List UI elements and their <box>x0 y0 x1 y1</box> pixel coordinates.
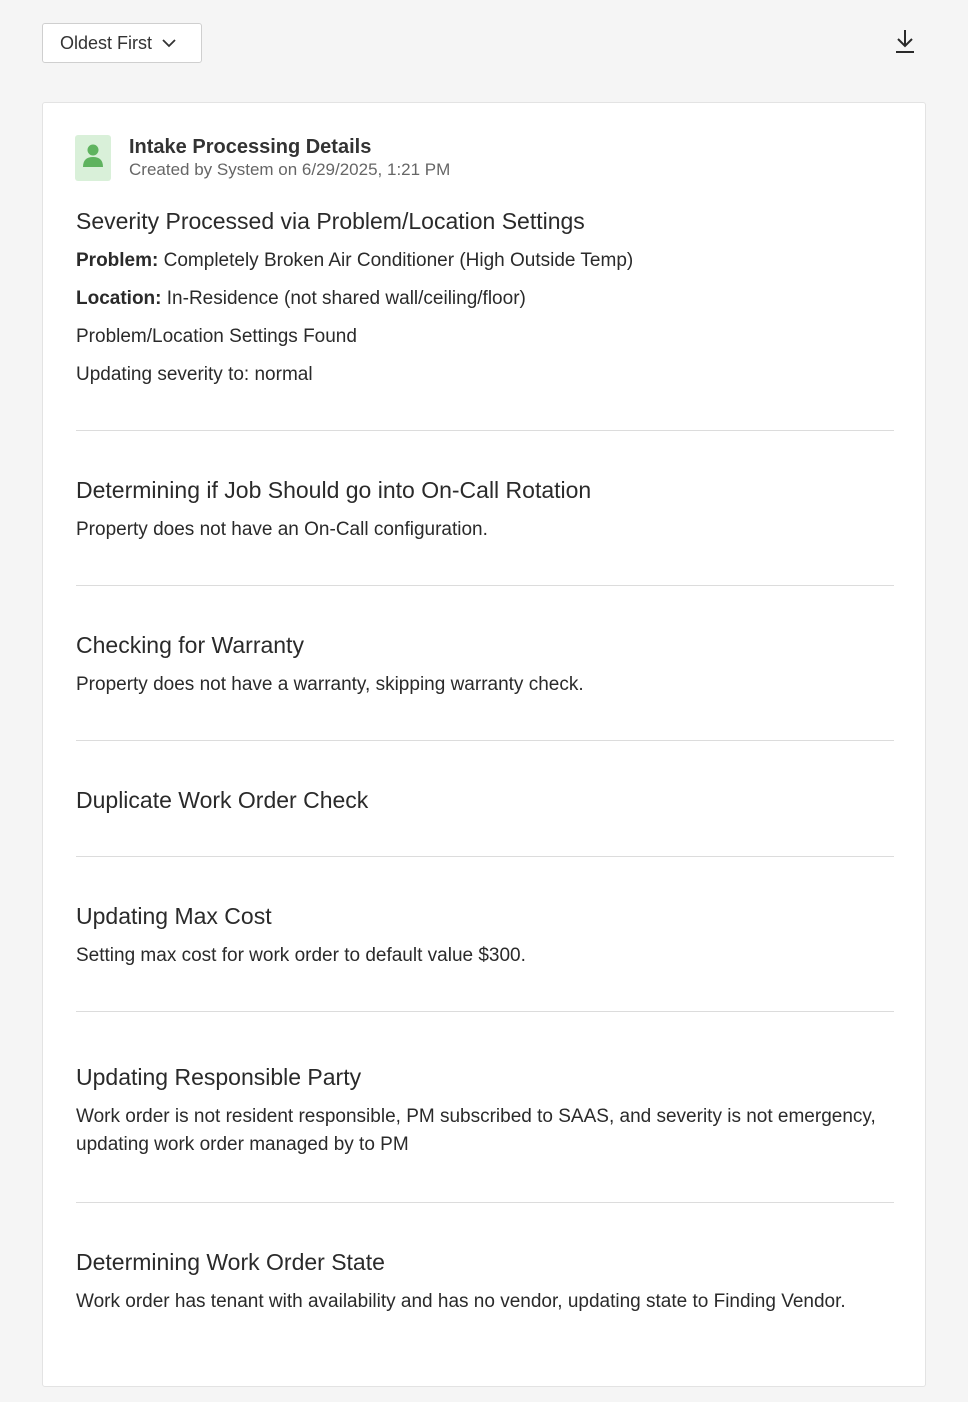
entry-title: Intake Processing Details <box>129 136 372 158</box>
divider <box>76 856 894 857</box>
section-heading: Determining if Job Should go into On-Call Rotation <box>76 477 592 503</box>
chevron-down-icon <box>162 39 176 48</box>
divider <box>76 585 894 586</box>
entry-subtitle: Created by System on 6/29/2025, 1:21 PM <box>129 160 451 179</box>
section-text: Work order is not resident responsible, PM subscribed to SAAS, and severity is not emergency, updating work order managed by to PM <box>76 1106 876 1155</box>
sort-order-dropdown[interactable] <box>42 23 202 63</box>
section-warranty <box>76 631 894 699</box>
problem-line <box>76 247 894 275</box>
section-text: Setting max cost for work order to default value $300. <box>76 945 526 966</box>
section-heading: Severity Processed via Problem/Location Settings <box>76 208 585 234</box>
severity-update-text: Updating severity to: normal <box>76 364 313 385</box>
intake-details-card <box>42 102 926 1387</box>
divider <box>76 740 894 741</box>
settings-found-text: Problem/Location Settings Found <box>76 326 357 347</box>
section-heading: Updating Max Cost <box>76 903 272 929</box>
divider <box>76 1202 894 1203</box>
section-text: Property does not have a warranty, skipping warranty check. <box>76 674 584 695</box>
section-heading: Checking for Warranty <box>76 632 304 658</box>
location-line <box>76 285 894 313</box>
divider <box>76 430 894 431</box>
avatar <box>75 135 111 181</box>
location-value: In-Residence (not shared wall/ceiling/floor) <box>166 288 526 309</box>
section-heading: Updating Responsible Party <box>76 1064 362 1090</box>
user-icon <box>83 143 103 174</box>
section-severity <box>76 207 894 389</box>
section-on-call <box>76 476 894 544</box>
section-duplicate-check <box>76 786 894 814</box>
download-button[interactable] <box>890 28 920 58</box>
location-label: Location: <box>76 288 162 309</box>
section-max-cost <box>76 902 894 970</box>
problem-value: Completely Broken Air Conditioner (High Outside Temp) <box>163 250 634 271</box>
section-text: Work order has tenant with availability and has no vendor, updating state to Finding Vendor. <box>76 1291 846 1312</box>
sort-order-label: Oldest First <box>60 32 153 53</box>
download-icon <box>894 28 916 59</box>
section-heading: Duplicate Work Order Check <box>76 787 369 813</box>
section-heading: Determining Work Order State <box>76 1249 385 1275</box>
problem-label: Problem: <box>76 250 159 271</box>
divider <box>76 1011 894 1012</box>
section-text: Property does not have an On-Call configuration. <box>76 519 488 540</box>
section-responsible-party <box>76 1063 894 1159</box>
section-work-order-state <box>76 1248 894 1316</box>
